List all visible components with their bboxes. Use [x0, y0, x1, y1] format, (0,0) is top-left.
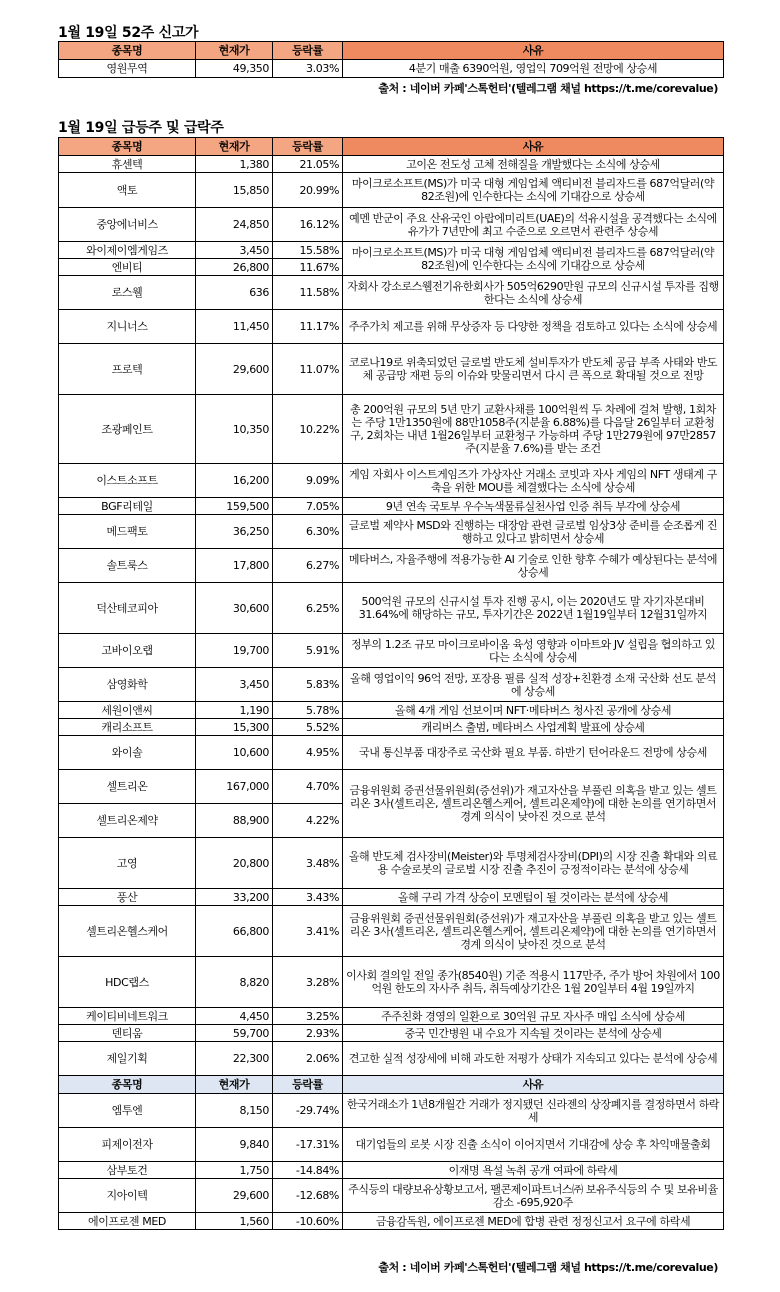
- stock-name: 엠투엔: [59, 1094, 196, 1128]
- stock-name: 셀트리온: [59, 770, 196, 804]
- price: 49,350: [196, 60, 273, 78]
- change-rate: 3.48%: [273, 838, 343, 889]
- price: 66,800: [196, 906, 273, 957]
- source-note-2: 출처 : 네이버 카페'스톡헌터'(텔레그램 채널 https://t.me/corevalue): [378, 1261, 718, 1274]
- price: 29,600: [196, 1179, 273, 1213]
- stock-name: 와이솔: [59, 736, 196, 770]
- change-rate: -29.74%: [273, 1094, 343, 1128]
- table-row: [59, 1025, 724, 1042]
- reason: 메타버스, 자율주행에 적용가능한 AI 기술로 인한 향후 수혜가 예상된다는 분석에 상승세: [343, 549, 724, 583]
- price: 15,300: [196, 719, 273, 736]
- change-rate: 16.12%: [273, 208, 343, 242]
- price: 10,350: [196, 395, 273, 464]
- reason: 총 200억원 규모의 5년 만기 교환사채를 100억원씩 두 차례에 걸쳐 발행, 1회차는 주당 1만1350원에 88만1058주(지분율 6.88%)를 다음달 26일부터 교환청구, 2회차는 내년 1월26일부터 교환청구 가능하며 주당 1만279원에 97만2857주(지분율 7.6%)를 받는 조건: [343, 395, 724, 464]
- table-row: [59, 583, 724, 634]
- price: 9,840: [196, 1128, 273, 1162]
- reason: 금융감독원, 에이프로젠 MED에 합병 관련 정정신고서 요구에 하락세: [343, 1213, 724, 1230]
- price: 3,450: [196, 242, 273, 259]
- table-row: [59, 770, 724, 804]
- stock-name: 조광페인트: [59, 395, 196, 464]
- table-row: [59, 906, 724, 957]
- price: 30,600: [196, 583, 273, 634]
- price: 29,600: [196, 344, 273, 395]
- stock-name: 지니너스: [59, 310, 196, 344]
- stock-name: 셀트리온헬스케어: [59, 906, 196, 957]
- table-row: [59, 736, 724, 770]
- change-rate: 3.03%: [273, 60, 343, 78]
- price: 167,000: [196, 770, 273, 804]
- table-row: [59, 60, 724, 78]
- stock-name: 삼부토건: [59, 1162, 196, 1179]
- reason: 9년 연속 국토부 우수녹색물류실천사업 인증 취득 부각에 상승세: [343, 498, 724, 515]
- header-reason: 사유: [343, 42, 724, 60]
- table-row: [59, 1008, 724, 1025]
- change-rate: -14.84%: [273, 1162, 343, 1179]
- stock-name: 중앙에너비스: [59, 208, 196, 242]
- price: 1,560: [196, 1213, 273, 1230]
- change-rate: 3.41%: [273, 906, 343, 957]
- reason: 4분기 매출 6390억원, 영업익 709억원 전망에 상승세: [343, 60, 724, 78]
- table-row: [59, 498, 724, 515]
- stock-name: 풍산: [59, 889, 196, 906]
- stock-name: 세원이앤씨: [59, 702, 196, 719]
- reason: 주식등의 대량보유상황보고서, 팰콘제이파트너스㈜ 보유주식등의 수 및 보유비율 감소 -695,920주: [343, 1179, 724, 1213]
- stock-name: 삼영화학: [59, 668, 196, 702]
- falling-header-price: 현재가: [196, 1076, 273, 1094]
- change-rate: -12.68%: [273, 1179, 343, 1213]
- price: 8,820: [196, 957, 273, 1008]
- change-rate: 15.58%: [273, 242, 343, 259]
- reason: 올해 4개 게임 선보이며 NFT·메타버스 청사진 공개에 상승세: [343, 702, 724, 719]
- table-row: [59, 838, 724, 889]
- table-row: [59, 668, 724, 702]
- change-rate: 21.05%: [273, 156, 343, 173]
- change-rate: 5.78%: [273, 702, 343, 719]
- table-row: [59, 310, 724, 344]
- reason: 금융위원회 증권선물위원회(증선위)가 재고자산을 부풀린 의혹을 받고 있는 셀트리온 3사(셀트리온, 셀트리온헬스케어, 셀트리온제약)에 대한 논의를 연기하면서 경계 의식이 낮아진 것으로 분석: [343, 906, 724, 957]
- header-rate: 등락률: [273, 138, 343, 156]
- price: 11,450: [196, 310, 273, 344]
- reason: 국내 통신부품 대장주로 국산화 필요 부품. 하반기 턴어라운드 전망에 상승세: [343, 736, 724, 770]
- section1-title: 1월 19일 52주 신고가: [58, 25, 199, 41]
- table-row: [59, 889, 724, 906]
- reason: 견고한 실적 성장세에 비해 과도한 저평가 상태가 지속되고 있다는 분석에 상승세: [343, 1042, 724, 1076]
- table-row: [59, 344, 724, 395]
- change-rate: 3.43%: [273, 889, 343, 906]
- table-row: [59, 173, 724, 208]
- section2-title: 1월 19일 급등주 및 급락주: [58, 120, 224, 136]
- price: 4,450: [196, 1008, 273, 1025]
- reason: 이사회 결의일 전일 종가(8540원) 기준 적용시 117만주, 주가 방어 차원에서 100억원 한도의 자사주 취득, 취득예상기간은 1월 20일부터 4월 19일까지: [343, 957, 724, 1008]
- reason: 금융위원회 증권선물위원회(증선위)가 재고자산을 부풀린 의혹을 받고 있는 셀트리온 3사(셀트리온, 셀트리온헬스케어, 셀트리온제약)에 대한 논의를 연기하면서 경계 의식이 낮아진 것으로 분석: [343, 770, 724, 838]
- stock-name: 피제이전자: [59, 1128, 196, 1162]
- change-rate: 10.22%: [273, 395, 343, 464]
- reason: 주주친화 경영의 일환으로 30억원 규모 자사주 매입 소식에 상승세: [343, 1008, 724, 1025]
- table-row: [59, 1094, 724, 1128]
- header-price: 현재가: [196, 138, 273, 156]
- change-rate: 2.93%: [273, 1025, 343, 1042]
- price: 1,380: [196, 156, 273, 173]
- table-row: [59, 1042, 724, 1076]
- table-row: [59, 208, 724, 242]
- table-row: [59, 1162, 724, 1179]
- header-name: 종목명: [59, 138, 196, 156]
- stock-name: 메드팩토: [59, 515, 196, 549]
- reason: 자회사 강소로스웰전기유한회사가 505억6290만원 규모의 신규시설 투자를 집행한다는 소식에 상승세: [343, 276, 724, 310]
- stock-name: 영원무역: [59, 60, 196, 78]
- source-note-1: 출처 : 네이버 카페'스톡헌터'(텔레그램 채널 https://t.me/corevalue): [378, 82, 718, 95]
- stock-name: 지아이텍: [59, 1179, 196, 1213]
- change-rate: 2.06%: [273, 1042, 343, 1076]
- price: 24,850: [196, 208, 273, 242]
- table-row: [59, 1128, 724, 1162]
- stock-name: 프로텍: [59, 344, 196, 395]
- new-high-table: [58, 41, 724, 78]
- stock-name: 휴센텍: [59, 156, 196, 173]
- reason: 주주가치 제고를 위해 무상증자 등 다양한 정책을 검토하고 있다는 소식에 상승세: [343, 310, 724, 344]
- reason: 올해 구리 가격 상승이 모멘텀이 될 것이라는 분석에 상승세: [343, 889, 724, 906]
- price: 8,150: [196, 1094, 273, 1128]
- change-rate: 6.30%: [273, 515, 343, 549]
- stock-name: 케이티비네트워크: [59, 1008, 196, 1025]
- change-rate: 7.05%: [273, 498, 343, 515]
- table-row: [59, 719, 724, 736]
- table-row: [59, 276, 724, 310]
- stock-name: 로스웰: [59, 276, 196, 310]
- table-row: [59, 1179, 724, 1213]
- change-rate: 11.67%: [273, 259, 343, 276]
- falling-header-rate: 등락률: [273, 1076, 343, 1094]
- reason: 글로벌 제약사 MSD와 진행하는 대장암 관련 글로벌 임상3상 준비를 순조롭게 진행하고 있다고 밝히면서 상승세: [343, 515, 724, 549]
- stock-name: BGF리테일: [59, 498, 196, 515]
- stock-name: 캐리소프트: [59, 719, 196, 736]
- header-reason: 사유: [343, 138, 724, 156]
- price: 636: [196, 276, 273, 310]
- change-rate: 11.58%: [273, 276, 343, 310]
- price: 17,800: [196, 549, 273, 583]
- reason: 마이크로소프트(MS)가 미국 대형 게임업체 액티비전 블리자드를 687억달러(약 82조원)에 인수한다는 소식에 기대감으로 상승세: [343, 173, 724, 208]
- falling-header-name: 종목명: [59, 1076, 196, 1094]
- header-rate: 등락률: [273, 42, 343, 60]
- change-rate: 11.07%: [273, 344, 343, 395]
- reason: 마이크로소프트(MS)가 미국 대형 게임업체 액티비전 블리자드를 687억달러(약 82조원)에 인수한다는 소식에 기대감으로 상승세: [343, 242, 724, 276]
- change-rate: 11.17%: [273, 310, 343, 344]
- change-rate: 5.52%: [273, 719, 343, 736]
- reason: 중국 민간병원 내 수요가 지속될 것이라는 분석에 상승세: [343, 1025, 724, 1042]
- price: 1,750: [196, 1162, 273, 1179]
- table-row: [59, 957, 724, 1008]
- price: 3,450: [196, 668, 273, 702]
- falling-header-row: [59, 1076, 724, 1094]
- price: 20,800: [196, 838, 273, 889]
- price: 88,900: [196, 804, 273, 838]
- change-rate: 6.25%: [273, 583, 343, 634]
- price: 19,700: [196, 634, 273, 668]
- change-rate: 3.25%: [273, 1008, 343, 1025]
- movers-table: [58, 137, 724, 1230]
- table-row: [59, 464, 724, 498]
- stock-name: 셀트리온제약: [59, 804, 196, 838]
- price: 1,190: [196, 702, 273, 719]
- table-row: [59, 242, 724, 259]
- reason: 한국거래소가 1년8개월간 거래가 정지됐던 신라젠의 상장폐지를 결정하면서 하락세: [343, 1094, 724, 1128]
- stock-name: 이스트소프트: [59, 464, 196, 498]
- price: 16,200: [196, 464, 273, 498]
- change-rate: 5.91%: [273, 634, 343, 668]
- reason: 대기업들의 로봇 시장 진출 소식이 이어지면서 기대감에 상승 후 차익매물출회: [343, 1128, 724, 1162]
- reason: 올해 영업이익 96억 전망, 포장용 필름 실적 성장+친환경 소재 국산화 선도 분석에 상승세: [343, 668, 724, 702]
- change-rate: 20.99%: [273, 173, 343, 208]
- price: 26,800: [196, 259, 273, 276]
- table-row: [59, 702, 724, 719]
- price: 10,600: [196, 736, 273, 770]
- header-row: [59, 42, 724, 60]
- change-rate: 5.83%: [273, 668, 343, 702]
- change-rate: 4.70%: [273, 770, 343, 804]
- stock-name: 에이프로젠 MED: [59, 1213, 196, 1230]
- header-price: 현재가: [196, 42, 273, 60]
- price: 15,850: [196, 173, 273, 208]
- header-name: 종목명: [59, 42, 196, 60]
- reason: 정부의 1.2조 규모 마이크로바이옴 육성 영향과 이마트와 JV 설립을 협의하고 있다는 소식에 상승세: [343, 634, 724, 668]
- falling-header-reason: 사유: [343, 1076, 724, 1094]
- table-row: [59, 515, 724, 549]
- reason: 고이온 전도성 고체 전해질을 개발했다는 소식에 상승세: [343, 156, 724, 173]
- price: 22,300: [196, 1042, 273, 1076]
- stock-name: 와이제이엠게임즈: [59, 242, 196, 259]
- price: 33,200: [196, 889, 273, 906]
- reason: 올해 반도체 검사장비(Meister)와 투명체검사장비(DPI)의 시장 진출 확대와 의료용 수술로봇의 글로벌 시장 진출 추진이 긍정적이라는 분석에 상승세: [343, 838, 724, 889]
- table-row: [59, 156, 724, 173]
- table-row: [59, 549, 724, 583]
- price: 59,700: [196, 1025, 273, 1042]
- header-row: [59, 138, 724, 156]
- stock-name: 덴티움: [59, 1025, 196, 1042]
- reason: 코로나19로 위축되었던 글로벌 반도체 설비투자가 반도체 공급 부족 사태와 반도체 공급망 재편 등의 이슈와 맞물리면서 다시 큰 폭으로 확대될 것으로 전망: [343, 344, 724, 395]
- change-rate: -17.31%: [273, 1128, 343, 1162]
- table-row: [59, 634, 724, 668]
- stock-name: 엔비티: [59, 259, 196, 276]
- change-rate: 4.95%: [273, 736, 343, 770]
- stock-name: 덕산테코피아: [59, 583, 196, 634]
- change-rate: 6.27%: [273, 549, 343, 583]
- stock-name: 솔트룩스: [59, 549, 196, 583]
- reason: 캐리버스 출범, 메타버스 사업계획 발표에 상승세: [343, 719, 724, 736]
- price: 159,500: [196, 498, 273, 515]
- change-rate: -10.60%: [273, 1213, 343, 1230]
- reason: 예멘 반군이 주요 산유국인 아랍에미리트(UAE)의 석유시설을 공격했다는 소식에 유가가 7년만에 최고 수준으로 오르면서 관련주 상승세: [343, 208, 724, 242]
- reason: 500억원 규모의 신규시설 투자 진행 공시, 이는 2020년도 말 자기자본대비 31.64%에 해당하는 규모, 투자기간은 2022년 1월19일부터 12월31일까지: [343, 583, 724, 634]
- change-rate: 4.22%: [273, 804, 343, 838]
- price: 36,250: [196, 515, 273, 549]
- table-row: [59, 395, 724, 464]
- change-rate: 3.28%: [273, 957, 343, 1008]
- stock-name: 제일기획: [59, 1042, 196, 1076]
- stock-name: HDC랩스: [59, 957, 196, 1008]
- stock-name: 고영: [59, 838, 196, 889]
- stock-name: 액토: [59, 173, 196, 208]
- stock-name: 고바이오랩: [59, 634, 196, 668]
- reason: 이재명 욕설 녹취 공개 여파에 하락세: [343, 1162, 724, 1179]
- change-rate: 9.09%: [273, 464, 343, 498]
- table-row: [59, 1213, 724, 1230]
- reason: 게임 자회사 이스트게임즈가 가상자산 거래소 코빗과 자사 게임의 NFT 생태계 구축을 위한 MOU를 체결했다는 소식에 상승세: [343, 464, 724, 498]
